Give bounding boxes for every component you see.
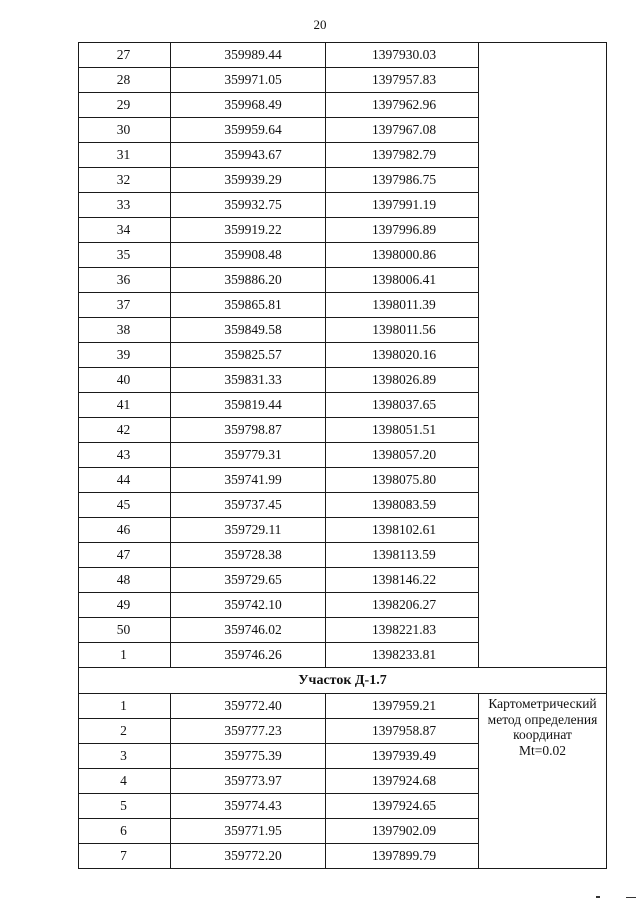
- coordinates-table: [78, 42, 607, 869]
- x-coordinate-cell: 359729.11: [171, 518, 326, 543]
- method-note-cell: [479, 694, 607, 869]
- point-number-cell: 2: [79, 719, 171, 744]
- page-number: 20: [313, 17, 327, 32]
- section-title: Участок Д-1.7: [79, 668, 607, 694]
- point-number-cell: 32: [79, 168, 171, 193]
- point-number-cell: 1: [79, 643, 171, 668]
- y-coordinate-cell: 1397939.49: [326, 744, 479, 769]
- scan-mark: [596, 896, 600, 898]
- point-number-cell: 40: [79, 368, 171, 393]
- y-coordinate-cell: 1398146.22: [326, 568, 479, 593]
- x-coordinate-cell: 359741.99: [171, 468, 326, 493]
- x-coordinate-cell: 359943.67: [171, 143, 326, 168]
- point-number-cell: 49: [79, 593, 171, 618]
- y-coordinate-cell: 1398221.83: [326, 618, 479, 643]
- point-number-cell: 6: [79, 819, 171, 844]
- x-coordinate-cell: 359939.29: [171, 168, 326, 193]
- x-coordinate-cell: 359729.65: [171, 568, 326, 593]
- x-coordinate-cell: 359849.58: [171, 318, 326, 343]
- empty-note-cell: [479, 43, 607, 668]
- point-number-cell: 43: [79, 443, 171, 468]
- y-coordinate-cell: 1397958.87: [326, 719, 479, 744]
- x-coordinate-cell: 359968.49: [171, 93, 326, 118]
- point-number-cell: 36: [79, 268, 171, 293]
- x-coordinate-cell: 359737.45: [171, 493, 326, 518]
- y-coordinate-cell: 1398020.16: [326, 343, 479, 368]
- method-note-line: Картометрический: [488, 696, 597, 711]
- x-coordinate-cell: 359932.75: [171, 193, 326, 218]
- point-number-cell: 5: [79, 794, 171, 819]
- x-coordinate-cell: 359728.38: [171, 543, 326, 568]
- x-coordinate-cell: 359775.39: [171, 744, 326, 769]
- section-header-row: [79, 668, 607, 694]
- y-coordinate-cell: 1398051.51: [326, 418, 479, 443]
- point-number-cell: 4: [79, 769, 171, 794]
- y-coordinate-cell: 1398011.39: [326, 293, 479, 318]
- y-coordinate-cell: 1397899.79: [326, 844, 479, 869]
- x-coordinate-cell: 359773.97: [171, 769, 326, 794]
- scan-mark: [626, 897, 636, 898]
- point-number-cell: 28: [79, 68, 171, 93]
- x-coordinate-cell: 359746.02: [171, 618, 326, 643]
- point-number-cell: 47: [79, 543, 171, 568]
- x-coordinate-cell: 359742.10: [171, 593, 326, 618]
- point-number-cell: 34: [79, 218, 171, 243]
- table-row: [79, 43, 607, 68]
- y-coordinate-cell: 1398026.89: [326, 368, 479, 393]
- point-number-cell: 38: [79, 318, 171, 343]
- y-coordinate-cell: 1397982.79: [326, 143, 479, 168]
- x-coordinate-cell: 359777.23: [171, 719, 326, 744]
- point-number-cell: 42: [79, 418, 171, 443]
- x-coordinate-cell: 359746.26: [171, 643, 326, 668]
- x-coordinate-cell: 359774.43: [171, 794, 326, 819]
- point-number-cell: 48: [79, 568, 171, 593]
- method-note-line: Mt=0.02: [519, 742, 566, 758]
- x-coordinate-cell: 359865.81: [171, 293, 326, 318]
- x-coordinate-cell: 359772.40: [171, 694, 326, 719]
- x-coordinate-cell: 359819.44: [171, 393, 326, 418]
- y-coordinate-cell: 1397996.89: [326, 218, 479, 243]
- table-row: [79, 694, 607, 719]
- point-number-cell: 31: [79, 143, 171, 168]
- x-coordinate-cell: 359886.20: [171, 268, 326, 293]
- x-coordinate-cell: 359908.48: [171, 243, 326, 268]
- y-coordinate-cell: 1398113.59: [326, 543, 479, 568]
- y-coordinate-cell: 1398206.27: [326, 593, 479, 618]
- point-number-cell: 27: [79, 43, 171, 68]
- point-number-cell: 50: [79, 618, 171, 643]
- y-coordinate-cell: 1397924.65: [326, 794, 479, 819]
- x-coordinate-cell: 359772.20: [171, 844, 326, 869]
- point-number-cell: 37: [79, 293, 171, 318]
- point-number-cell: 3: [79, 744, 171, 769]
- x-coordinate-cell: 359919.22: [171, 218, 326, 243]
- y-coordinate-cell: 1397959.21: [326, 694, 479, 719]
- y-coordinate-cell: 1398006.41: [326, 268, 479, 293]
- y-coordinate-cell: 1398083.59: [326, 493, 479, 518]
- coordinates-table-body: [79, 43, 607, 869]
- x-coordinate-cell: 359798.87: [171, 418, 326, 443]
- point-number-cell: 7: [79, 844, 171, 869]
- y-coordinate-cell: 1398011.56: [326, 318, 479, 343]
- x-coordinate-cell: 359831.33: [171, 368, 326, 393]
- y-coordinate-cell: 1398233.81: [326, 643, 479, 668]
- y-coordinate-cell: 1398075.80: [326, 468, 479, 493]
- y-coordinate-cell: 1398102.61: [326, 518, 479, 543]
- y-coordinate-cell: 1397957.83: [326, 68, 479, 93]
- x-coordinate-cell: 359989.44: [171, 43, 326, 68]
- method-note-line: метод определения: [487, 711, 598, 727]
- point-number-cell: 41: [79, 393, 171, 418]
- x-coordinate-cell: 359959.64: [171, 118, 326, 143]
- point-number-cell: 35: [79, 243, 171, 268]
- point-number-cell: 39: [79, 343, 171, 368]
- point-number-cell: 29: [79, 93, 171, 118]
- y-coordinate-cell: 1397967.08: [326, 118, 479, 143]
- point-number-cell: 45: [79, 493, 171, 518]
- point-number-cell: 46: [79, 518, 171, 543]
- point-number-cell: 1: [79, 694, 171, 719]
- point-number-cell: 30: [79, 118, 171, 143]
- point-number-cell: 33: [79, 193, 171, 218]
- x-coordinate-cell: 359825.57: [171, 343, 326, 368]
- y-coordinate-cell: 1398000.86: [326, 243, 479, 268]
- y-coordinate-cell: 1397924.68: [326, 769, 479, 794]
- x-coordinate-cell: 359771.95: [171, 819, 326, 844]
- y-coordinate-cell: 1397962.96: [326, 93, 479, 118]
- y-coordinate-cell: 1397986.75: [326, 168, 479, 193]
- y-coordinate-cell: 1398057.20: [326, 443, 479, 468]
- method-note-line: координат: [513, 727, 572, 743]
- point-number-cell: 44: [79, 468, 171, 493]
- y-coordinate-cell: 1397930.03: [326, 43, 479, 68]
- y-coordinate-cell: 1398037.65: [326, 393, 479, 418]
- y-coordinate-cell: 1397991.19: [326, 193, 479, 218]
- x-coordinate-cell: 359971.05: [171, 68, 326, 93]
- x-coordinate-cell: 359779.31: [171, 443, 326, 468]
- y-coordinate-cell: 1397902.09: [326, 819, 479, 844]
